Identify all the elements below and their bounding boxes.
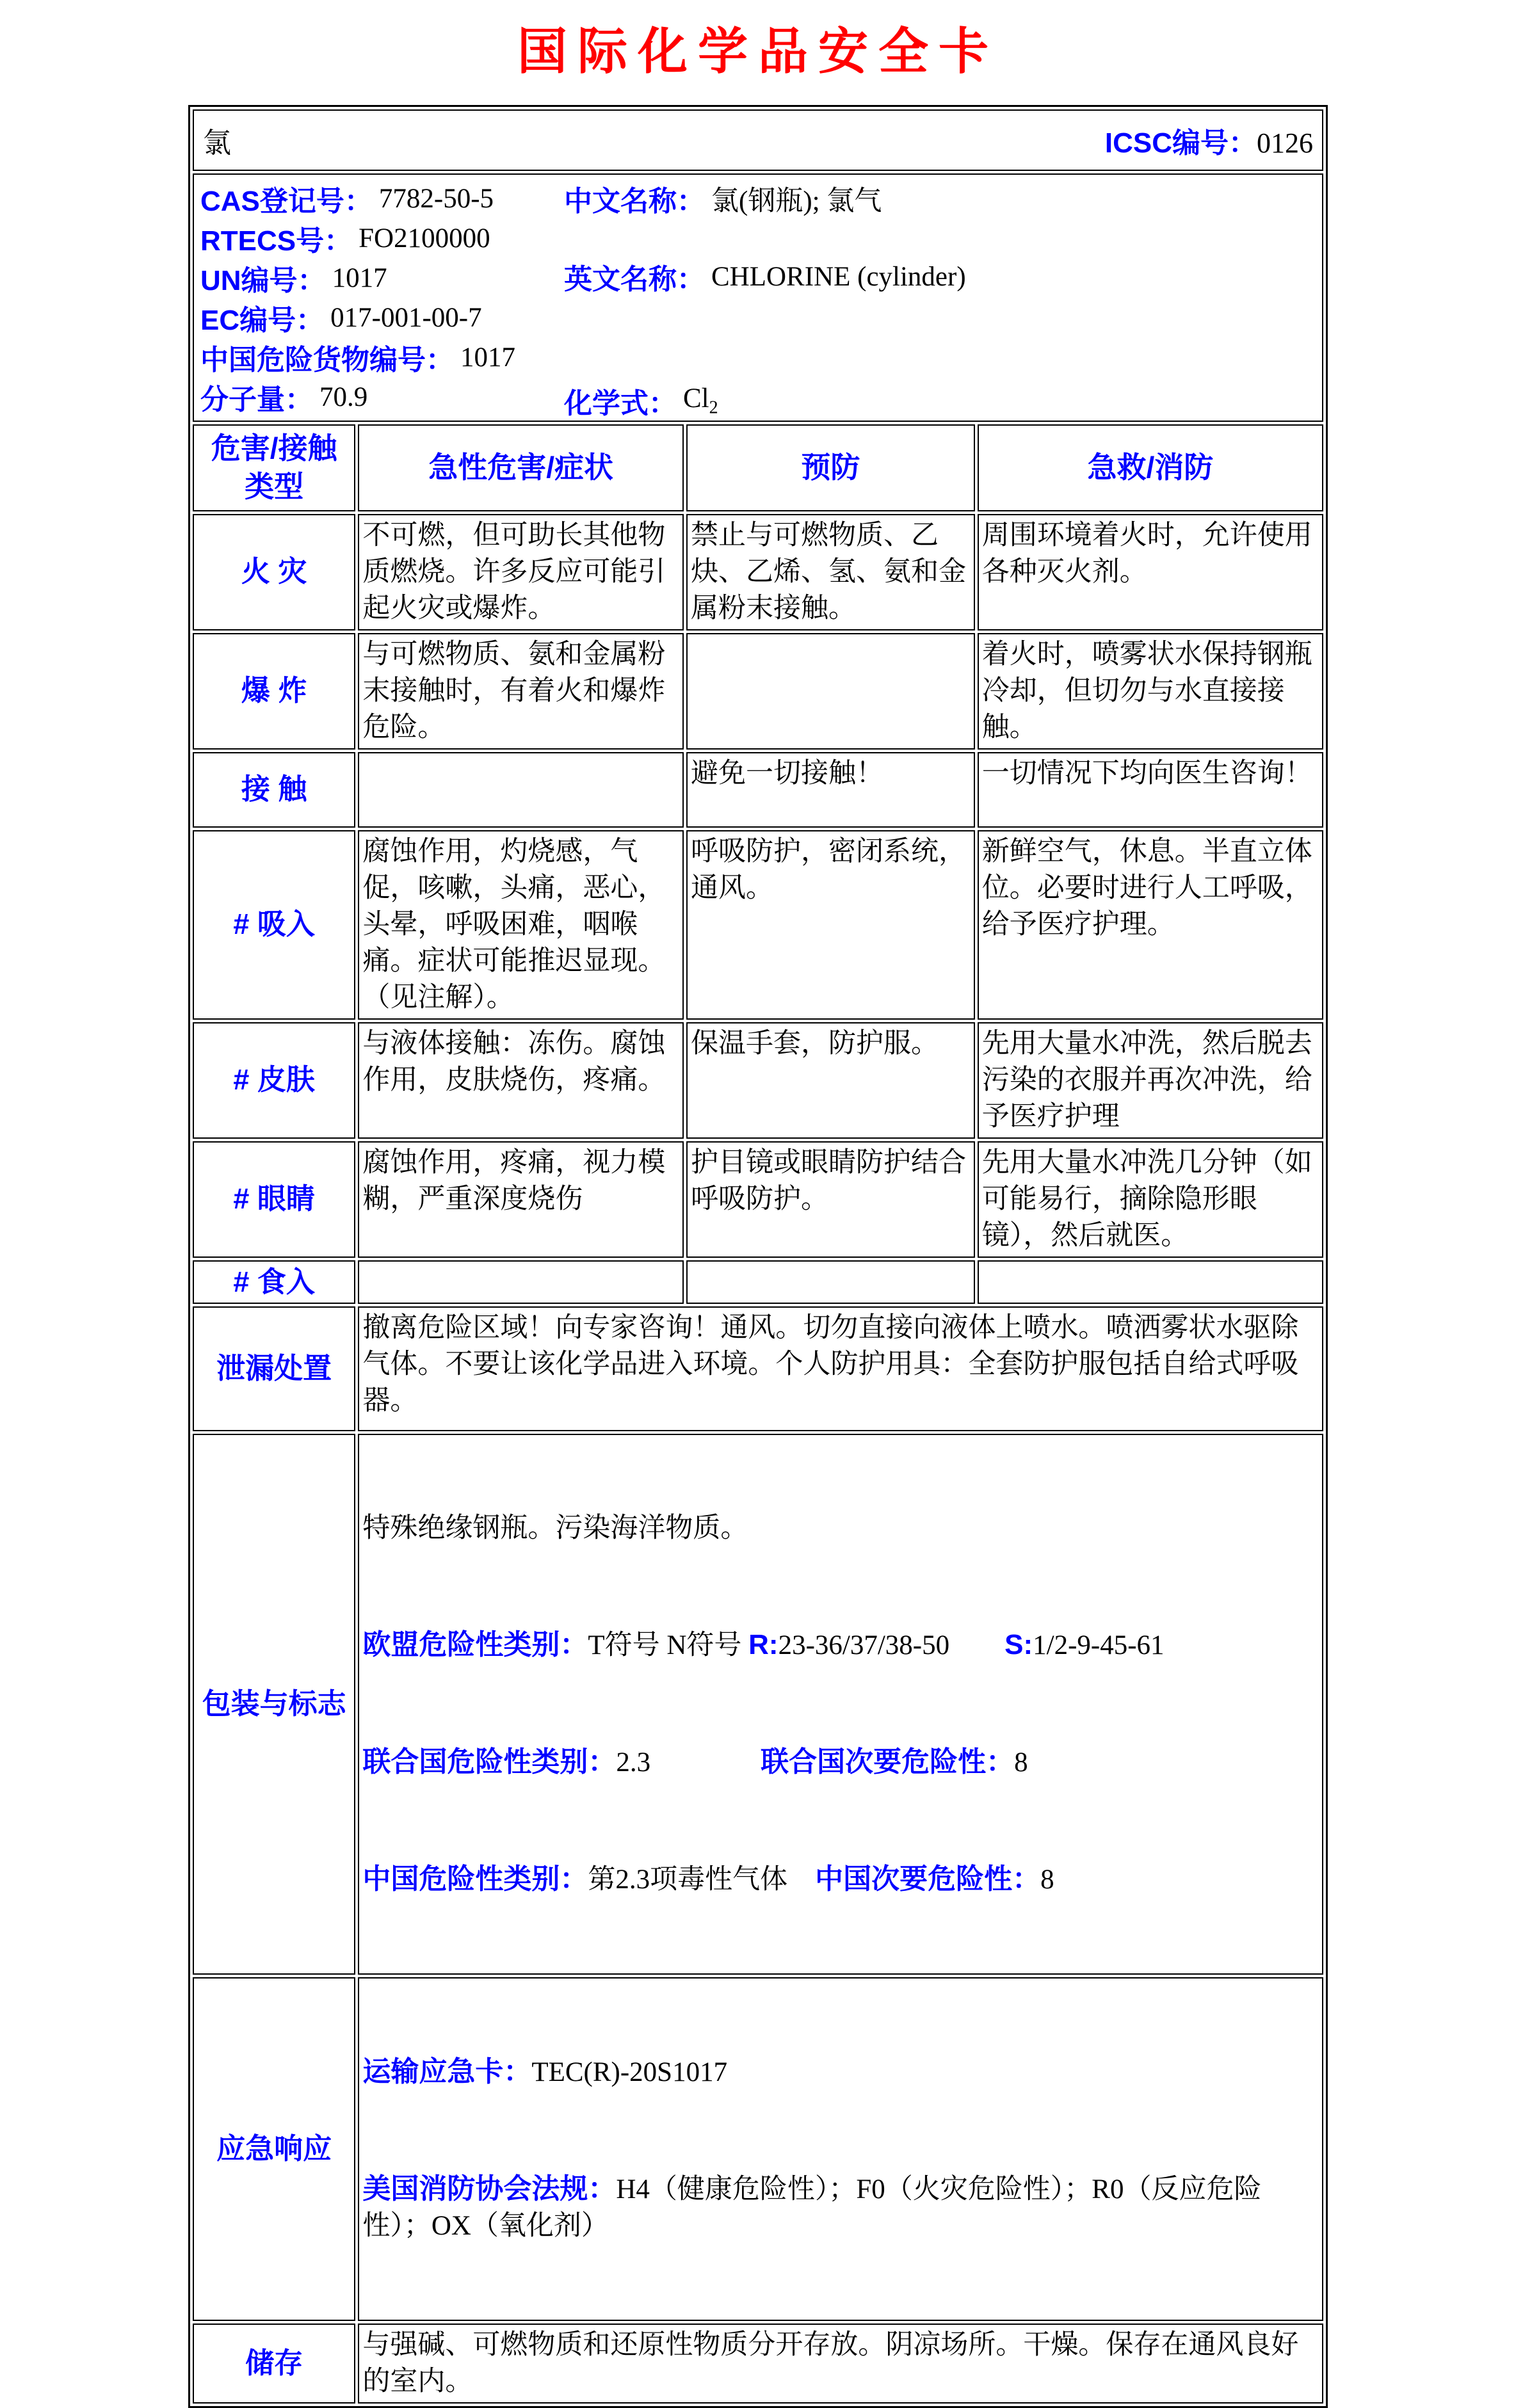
section-row-packaging [193,1434,1323,1975]
un-label: UN编号： [200,265,326,296]
substance-name: 氯 [203,127,231,159]
firstaid-cell: 着火时，喷雾状水保持钢瓶冷却，但切勿与水直接接触。 [978,633,1323,750]
id-line-en-name [564,257,966,296]
section-row-emergency [193,1977,1323,2321]
packaging-line [362,1510,1317,1546]
un-value: 1017 [332,262,387,293]
formula-label: 化学式： [564,388,677,419]
section-content [358,1434,1323,1975]
symptoms-cell [358,1260,684,1304]
hazard-row-label: # 吸入 [193,830,355,1020]
china-dg-label: 中国危险货物编号： [200,344,454,376]
text-run: 特殊绝缘钢瓶。污染海洋物质。 [362,1513,748,1543]
identification-cell [193,173,1323,422]
hazard-row-label: 火 灾 [193,514,355,630]
hazard-row-label: # 皮肤 [193,1022,355,1139]
text-run: S: [1004,1628,1033,1660]
hazard-row-label: # 食入 [193,1260,355,1304]
text-run: H4（健康危险性）；F0（火灾危险性）；R0（反应危险性）；OX（氧化剂） [362,2174,1262,2241]
identification-block [194,175,1322,421]
text-run: 中国危险性类别： [362,1863,588,1895]
id-line-formula [564,381,718,421]
id-line-china-dg [200,337,1316,377]
hazard-row-eyes [193,1141,1323,1258]
header-response: 急救/消防 [978,424,1323,511]
text-run: TEC(R)-20S1017 [531,2057,728,2087]
text-run: R: [748,1628,778,1660]
text-run: 联合国次要危险性： [761,1746,1015,1778]
molweight-value: 70.9 [319,381,368,412]
hazard-row-label: 接 触 [193,752,355,828]
hazard-row-ingestion [193,1260,1323,1304]
prevention-cell: 保温手套，防护服。 [686,1022,975,1139]
text-run: 中国次要危险性： [815,1863,1041,1895]
rtecs-label: RTECS号： [200,225,353,257]
section-label: 包装与标志 [193,1434,355,1975]
icsc-number [1105,120,1313,161]
section-content [358,1977,1323,2321]
firstaid-cell: 一切情况下均向医生咨询！ [978,752,1323,828]
firstaid-cell: 先用大量水冲洗，然后脱去污染的衣服并再次冲洗，给予医疗护理 [978,1022,1323,1139]
icsc-card-table [188,105,1328,2408]
ec-label: EC编号： [200,305,325,336]
firstaid-cell: 先用大量水冲洗几分钟（如可能易行，摘除隐形眼镜），然后就医。 [978,1141,1323,1258]
text-run: 1/2-9-45-61 [1033,1630,1165,1660]
emergency-line [362,2053,1317,2091]
firstaid-cell: 周围环境着火时，允许使用各种灭火剂。 [978,514,1323,630]
prevention-cell [686,1260,975,1304]
hazard-row-label: # 眼睛 [193,1141,355,1258]
symptoms-cell: 腐蚀作用，疼痛，视力模糊，严重深度烧伤 [358,1141,684,1258]
symptoms-cell: 与液体接触：冻伤。腐蚀作用，皮肤烧伤，疼痛。 [358,1022,684,1139]
text-run: 2.3 [616,1747,761,1778]
prevention-cell: 护目镜或眼睛防护结合呼吸防护。 [686,1141,975,1258]
text-run: 美国消防协会法规： [362,2172,617,2204]
hazard-row-fire [193,514,1323,630]
prevention-cell [686,633,975,750]
text-run: T符号 N符号 [588,1630,749,1660]
id-line-ec [200,298,1316,337]
page-title: 国际化学品安全卡 [517,23,999,79]
cas-value: 7782-50-5 [378,183,494,214]
firstaid-cell [978,1260,1323,1304]
prevention-cell: 避免一切接触！ [686,752,975,828]
icsc-number-label: ICSC编号： [1104,127,1257,159]
symptoms-cell: 腐蚀作用，灼烧感，气促，咳嗽，头痛，恶心，头晕，呼吸困难，咽喉痛。症状可能推迟显现。（见注解）。 [358,830,684,1020]
section-label: 泄漏处置 [193,1306,355,1431]
header-hazard-type: 危害/接触类型 [193,424,355,511]
text-run: 8 [1040,1864,1054,1895]
formula-value [677,383,718,419]
en-name-label: 英文名称： [564,264,705,295]
identification-row [193,173,1323,422]
text-run: 第2.3项毒性气体 [588,1864,816,1895]
section-label: 应急响应 [193,1977,355,2321]
emergency-line [362,2171,1317,2244]
section-content: 与强碱、可燃物质和还原性物质分开存放。阴凉场所。干燥。保存在通风良好的室内。 [358,2324,1323,2404]
en-name-value: CHLORINE (cylinder) [711,261,966,292]
id-line-molweight [200,377,1316,417]
zh-name-label: 中文名称： [564,186,705,217]
prevention-cell: 禁止与可燃物质、乙炔、乙烯、氢、氨和金属粉末接触。 [686,514,975,630]
firstaid-cell: 新鲜空气，休息。半直立体位。必要时进行人工呼吸，给予医疗护理。 [978,830,1323,1020]
text-run: 欧盟危险性类别： [362,1628,588,1660]
hazard-row-label: 爆 炸 [193,633,355,750]
card-banner-row [193,109,1323,171]
header-symptoms: 急性危害/症状 [358,424,684,511]
formula-subscript: 2 [709,397,718,418]
symptoms-cell [358,752,684,828]
hazard-row-skin [193,1022,1323,1139]
packaging-line [362,1744,1317,1781]
text-run: 8 [1014,1747,1028,1778]
section-row-storage [193,2324,1323,2404]
symptoms-cell: 不可燃，但可助长其他物质燃烧。许多反应可能引起火灾或爆炸。 [358,514,684,630]
cas-label: CAS登记号： [200,186,373,217]
text-run: 运输应急卡： [362,2055,532,2087]
hazard-row-contact [193,752,1323,828]
formula-base: Cl [683,383,709,414]
packaging-line [362,1861,1317,1898]
section-row-spill [193,1306,1323,1431]
id-line-zh-name [564,179,882,218]
ec-value: 017-001-00-7 [330,302,482,333]
hazard-row-inhalation [193,830,1323,1020]
prevention-cell: 呼吸防护，密闭系统，通风。 [686,830,975,1020]
hazard-header-row [193,424,1323,511]
section-content: 撤离危险区域！向专家咨询！通风。切勿直接向液体上喷水。喷洒雾状水驱除气体。不要让该化学品进入环境。个人防护用具：全套防护服包括自给式呼吸器。 [358,1306,1323,1431]
card-banner-cell [193,109,1323,171]
header-prevention: 预防 [686,424,975,511]
text-run: 23-36/37/38-50 [778,1630,1005,1660]
packaging-line [362,1626,1317,1664]
text-run: 联合国危险性类别： [362,1746,617,1778]
rtecs-value: FO2100000 [359,223,490,253]
molweight-label: 分子量： [200,384,313,415]
icsc-number-value: 0126 [1257,127,1313,159]
china-dg-value: 1017 [460,342,515,373]
id-line-rtecs [200,218,1316,258]
section-label: 储存 [193,2324,355,2404]
card-banner [194,111,1322,170]
hazard-row-explosion [193,633,1323,750]
symptoms-cell: 与可燃物质、氨和金属粉末接触时，有着火和爆炸危险。 [358,633,684,750]
zh-name-value: 氯(钢瓶); 氯气 [711,186,882,216]
